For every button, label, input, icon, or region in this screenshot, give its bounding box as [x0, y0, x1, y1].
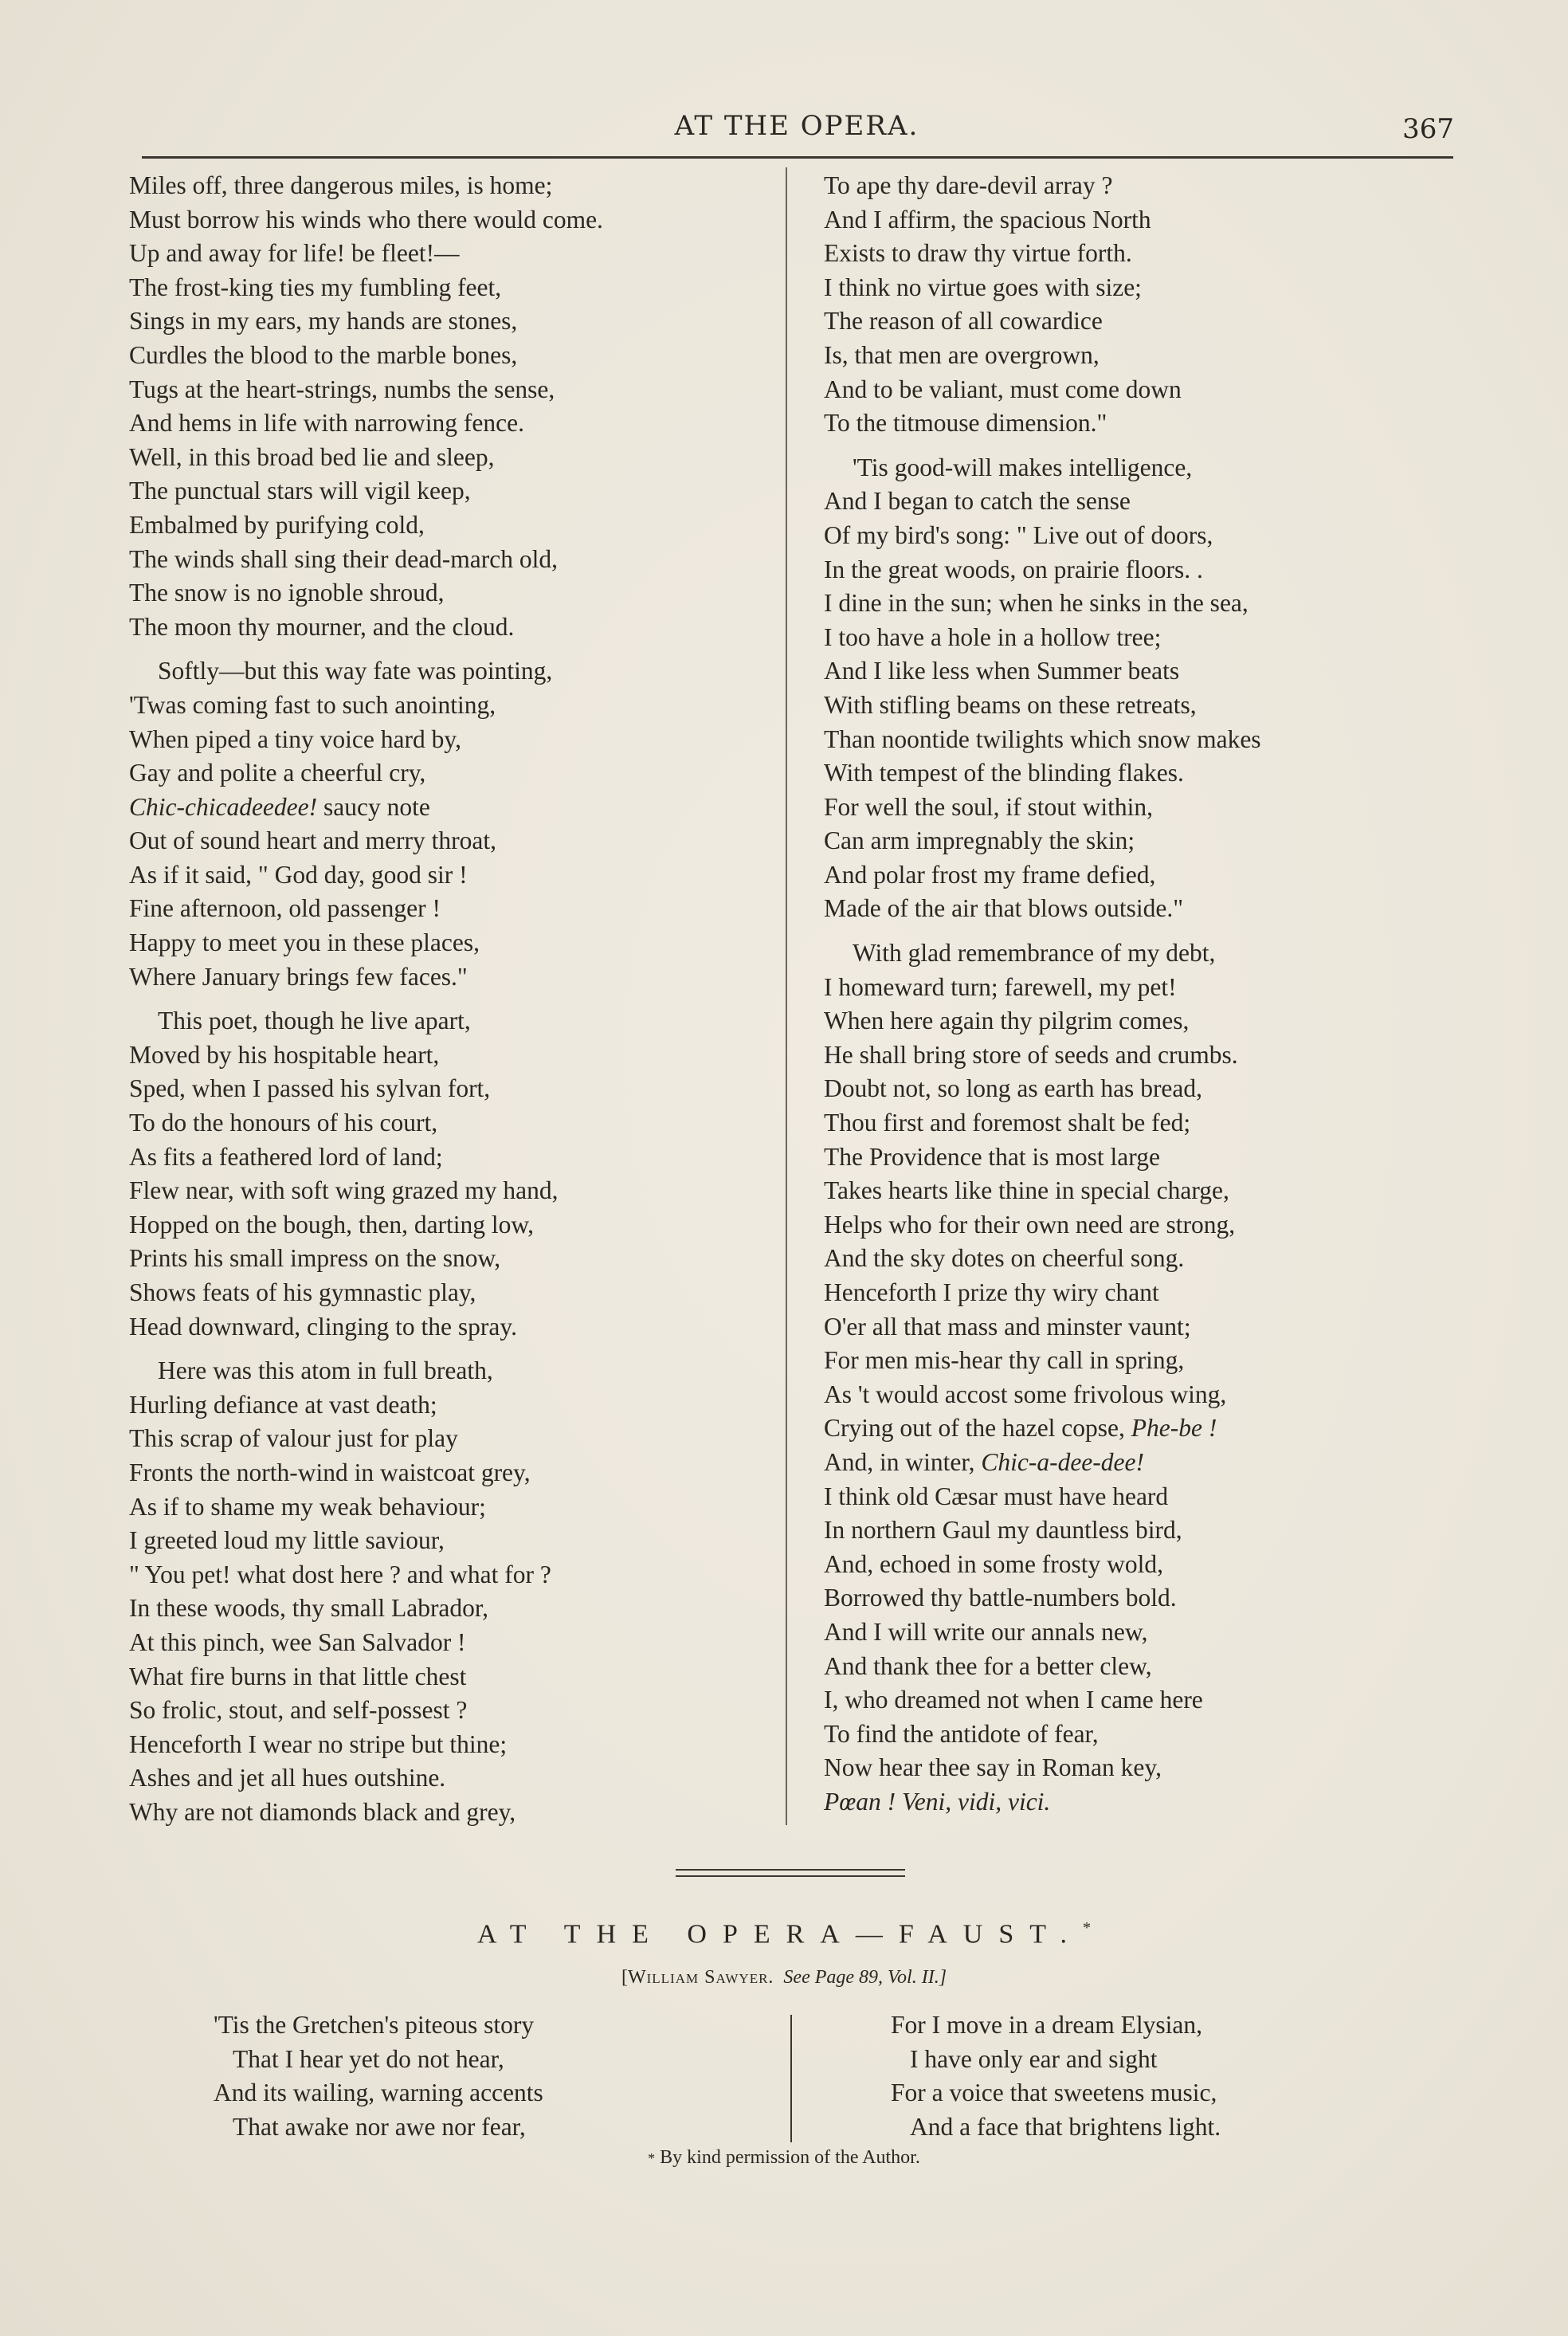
verse-line: As fits a feathered lord of land;	[129, 1142, 443, 1171]
verse-line: Flew near, with soft wing grazed my hand,	[129, 1176, 559, 1205]
verse-line: Why are not diamonds black and grey,	[129, 1797, 516, 1826]
verse-line: Happy to meet you in these places,	[129, 929, 480, 957]
verse-line: Sped, when I passed his sylvan fort,	[129, 1074, 491, 1103]
verse-line: For a voice that sweetens music,	[891, 2079, 1217, 2107]
verse-line: Curdles the blood to the marble bones,	[129, 340, 518, 369]
verse-line: And I will write our annals new,	[824, 1617, 1148, 1646]
footnote	[0, 2147, 1568, 2169]
verse-line: In northern Gaul my dauntless bird,	[824, 1516, 1182, 1545]
verse-line: And I like less when Summer beats	[824, 657, 1180, 685]
verse-line: What fire burns in that little chest	[129, 1662, 467, 1690]
verse-line: For I move in a dream Elysian,	[891, 2011, 1203, 2039]
verse-line: To find the antidote of fear,	[824, 1719, 1099, 1748]
verse-line: Prints his small impress on the snow,	[129, 1244, 501, 1273]
stanza	[129, 1354, 766, 1829]
verse-line: Is, that men are overgrown,	[824, 340, 1100, 369]
verse-line: To the titmouse dimension."	[824, 409, 1107, 438]
verse-line: I, who dreamed not when I came here	[824, 1686, 1203, 1714]
italic-phrase: Chic-chicadeedee!	[129, 792, 318, 821]
verse-line: So frolic, stout, and self-possest ?	[129, 1696, 468, 1725]
verse-line: To ape thy dare-devil array ?	[824, 171, 1113, 199]
verse-line: This scrap of valour just for play	[129, 1424, 458, 1453]
stanza	[824, 451, 1461, 926]
verse-line: To do the honours of his court,	[129, 1109, 438, 1137]
verse-line: 'Tis the Gretchen's piteous story	[214, 2011, 535, 2039]
verse-line: Up and away for life! be fleet!—	[129, 239, 460, 268]
stanza	[824, 936, 1461, 1819]
verse-line: When piped a tiny voice hard by,	[129, 724, 461, 753]
verse-line: In these woods, thy small Labrador,	[129, 1594, 489, 1623]
stanza	[129, 654, 766, 994]
attribution-bracket: [	[621, 1967, 628, 1988]
verse-line: O'er all that mass and minster vaunt;	[824, 1312, 1191, 1341]
verse-line: As 't would accost some frivolous wing,	[824, 1380, 1227, 1408]
verse-line: Exists to draw thy virtue forth.	[824, 239, 1132, 268]
verse-line: As if to shame my weak behaviour;	[129, 1492, 486, 1521]
verse-line: Henceforth I wear no stripe but thine;	[129, 1729, 508, 1758]
verse-line: Out of sound heart and merry throat,	[129, 826, 496, 855]
verse-line: Head downward, clinging to the spray.	[129, 1312, 517, 1341]
verse-line: Gay and polite a cheerful cry,	[129, 759, 426, 787]
verse-line: Miles off, three dangerous miles, is home;	[129, 171, 553, 199]
verse-line: Moved by his hospitable heart,	[129, 1040, 440, 1069]
verse-line: Crying out of the hazel copse, Phe-be !	[824, 1414, 1217, 1443]
opera-verse-left	[214, 2008, 771, 2144]
verse-line: And a face that brightens light.	[910, 2112, 1221, 2141]
verse-line: For well the soul, if stout within,	[824, 792, 1153, 821]
verse-line: That I hear yet do not hear,	[233, 2044, 504, 2073]
verse-line: And polar frost my frame defied,	[824, 860, 1156, 889]
verse-line: At this pinch, wee San Salvador !	[129, 1627, 466, 1656]
verse-line: The winds shall sing their dead-march old,	[129, 544, 558, 573]
verse-line: And its wailing, warning accents	[214, 2079, 543, 2107]
verse-line: And I began to catch the sense	[824, 487, 1131, 516]
verse-line: Tugs at the heart-strings, numbs the sense,	[129, 375, 555, 403]
verse-line: Ashes and jet all hues outshine.	[129, 1764, 446, 1792]
verse-line: Takes hearts like thine in special charge,	[824, 1176, 1229, 1205]
verse-line: The frost-king ties my fumbling feet,	[129, 273, 502, 301]
verse-line: The snow is no ignoble shroud,	[129, 579, 445, 607]
verse-line: Softly—but this way fate was pointing,	[158, 657, 553, 685]
verse-line: 'Tis good-will makes intelligence,	[853, 453, 1193, 481]
verse-line: Than noontide twilights which snow makes	[824, 724, 1261, 753]
verse-line: I think old Cæsar must have heard	[824, 1482, 1169, 1510]
section-rule	[676, 1869, 905, 1871]
verse-line: The moon thy mourner, and the cloud.	[129, 612, 515, 641]
verse-line: Made of the air that blows outside."	[824, 894, 1184, 923]
verse-line: The reason of all cowardice	[824, 307, 1103, 336]
poem-column-right	[824, 169, 1461, 1830]
verse-line: I think no virtue goes with size;	[824, 273, 1142, 301]
verse-line: With glad remembrance of my debt,	[853, 939, 1216, 968]
verse-line: Helps who for their own need are strong,	[824, 1210, 1236, 1239]
verse-line: Now hear thee say in Roman key,	[824, 1753, 1162, 1782]
verse-line: And the sky dotes on cheerful song.	[824, 1244, 1185, 1273]
verse-line: And, echoed in some frosty wold,	[824, 1549, 1164, 1578]
verse-line: I have only ear and sight	[910, 2044, 1158, 2073]
attribution-reference: See Page 89, Vol. II.]	[783, 1967, 947, 1988]
verse-line: Chic-chicadeedee! saucy note	[129, 792, 430, 821]
verse-line: Shows feats of his gymnastic play,	[129, 1278, 476, 1306]
attribution-author: William Sawyer.	[627, 1967, 774, 1988]
verse-line: Well, in this broad bed lie and sleep,	[129, 442, 495, 471]
verse-line: That awake nor awe nor fear,	[233, 2112, 526, 2141]
footnote-marker: *	[1083, 1919, 1092, 1937]
verse-line: The Providence that is most large	[824, 1142, 1160, 1171]
verse-line: With stifling beams on these retreats,	[824, 690, 1197, 719]
stanza	[129, 1004, 766, 1344]
verse-line: I dine in the sun; when he sinks in the sea,	[824, 589, 1249, 618]
poem-column-left	[129, 169, 766, 1840]
verse-line: And thank thee for a better clew,	[824, 1651, 1152, 1680]
verse-line: Borrowed thy battle-numbers bold.	[824, 1584, 1177, 1612]
opera-column-divider	[790, 2015, 792, 2142]
footnote-text: By kind permission of the Author.	[660, 2147, 920, 2168]
verse-line: Hurling defiance at vast death;	[129, 1390, 437, 1419]
verse-line: He shall bring store of seeds and crumbs.	[824, 1040, 1238, 1069]
verse-line: And to be valiant, must come down	[824, 375, 1182, 403]
verse-line: And I affirm, the spacious North	[824, 205, 1151, 234]
italic-phrase: Chic-a-dee-dee!	[981, 1447, 1144, 1476]
verse-line: 'Twas coming fast to such anointing,	[129, 690, 496, 719]
verse-line: Doubt not, so long as earth has bread,	[824, 1074, 1203, 1103]
verse-line: Embalmed by purifying cold,	[129, 510, 425, 539]
verse-line: And, in winter, Chic-a-dee-dee!	[824, 1447, 1144, 1476]
verse-line: As if it said, " God day, good sir !	[129, 860, 468, 889]
section-title	[0, 1919, 1568, 1949]
page-number: 367	[1402, 113, 1454, 145]
stanza	[824, 169, 1461, 441]
verse-line: This poet, though he live apart,	[158, 1007, 471, 1035]
verse-line: Here was this atom in full breath,	[158, 1356, 493, 1385]
verse-line: " You pet! what dost here ? and what for ?	[129, 1560, 551, 1588]
verse-line: For men mis-hear thy call in spring,	[824, 1346, 1185, 1375]
page-title: AT THE OPERA.	[674, 110, 919, 142]
verse-line	[824, 1785, 1461, 1820]
verse-line: In the great woods, on prairie floors. .	[824, 555, 1203, 583]
verse-line: Sings in my ears, my hands are stones,	[129, 307, 518, 336]
verse-line: Can arm impregnably the skin;	[824, 826, 1135, 855]
section-title-text: AT THE OPERA—FAUST.	[476, 1919, 1084, 1949]
verse-line: Henceforth I prize thy wiry chant	[824, 1278, 1159, 1306]
opera-verse-right	[891, 2008, 1448, 2144]
verse-line: Fronts the north-wind in waistcoat grey,	[129, 1458, 531, 1486]
attribution	[0, 1967, 1568, 1989]
verse-line: Fine afternoon, old passenger !	[129, 894, 441, 923]
italic-phrase: Phe-be !	[1131, 1414, 1217, 1443]
verse-line: Where January brings few faces."	[129, 962, 468, 991]
verse-line: I too have a hole in a hollow tree;	[824, 622, 1162, 651]
footnote-star: *	[648, 2150, 656, 2166]
stanza	[129, 169, 766, 644]
verse-line: Hopped on the bough, then, darting low,	[129, 1210, 534, 1239]
verse-line: Of my bird's song: " Live out of doors,	[824, 520, 1213, 549]
verse-line: Must borrow his winds who there would come.	[129, 205, 603, 234]
section-rule	[676, 1875, 905, 1877]
verse-line: And hems in life with narrowing fence.	[129, 409, 524, 438]
running-head	[139, 110, 1454, 158]
verse-line: I greeted loud my little saviour,	[129, 1526, 445, 1555]
verse-line: I homeward turn; farewell, my pet!	[824, 972, 1177, 1001]
column-divider	[786, 167, 787, 1825]
verse-line: When here again thy pilgrim comes,	[824, 1007, 1190, 1035]
italic-phrase: Pœan ! Veni, vidi, vici.	[824, 1787, 1051, 1816]
verse-line: Thou first and foremost shalt be fed;	[824, 1109, 1191, 1137]
verse-line: The punctual stars will vigil keep,	[129, 477, 471, 505]
verse-line: With tempest of the blinding flakes.	[824, 759, 1184, 787]
header-rule	[142, 156, 1453, 159]
